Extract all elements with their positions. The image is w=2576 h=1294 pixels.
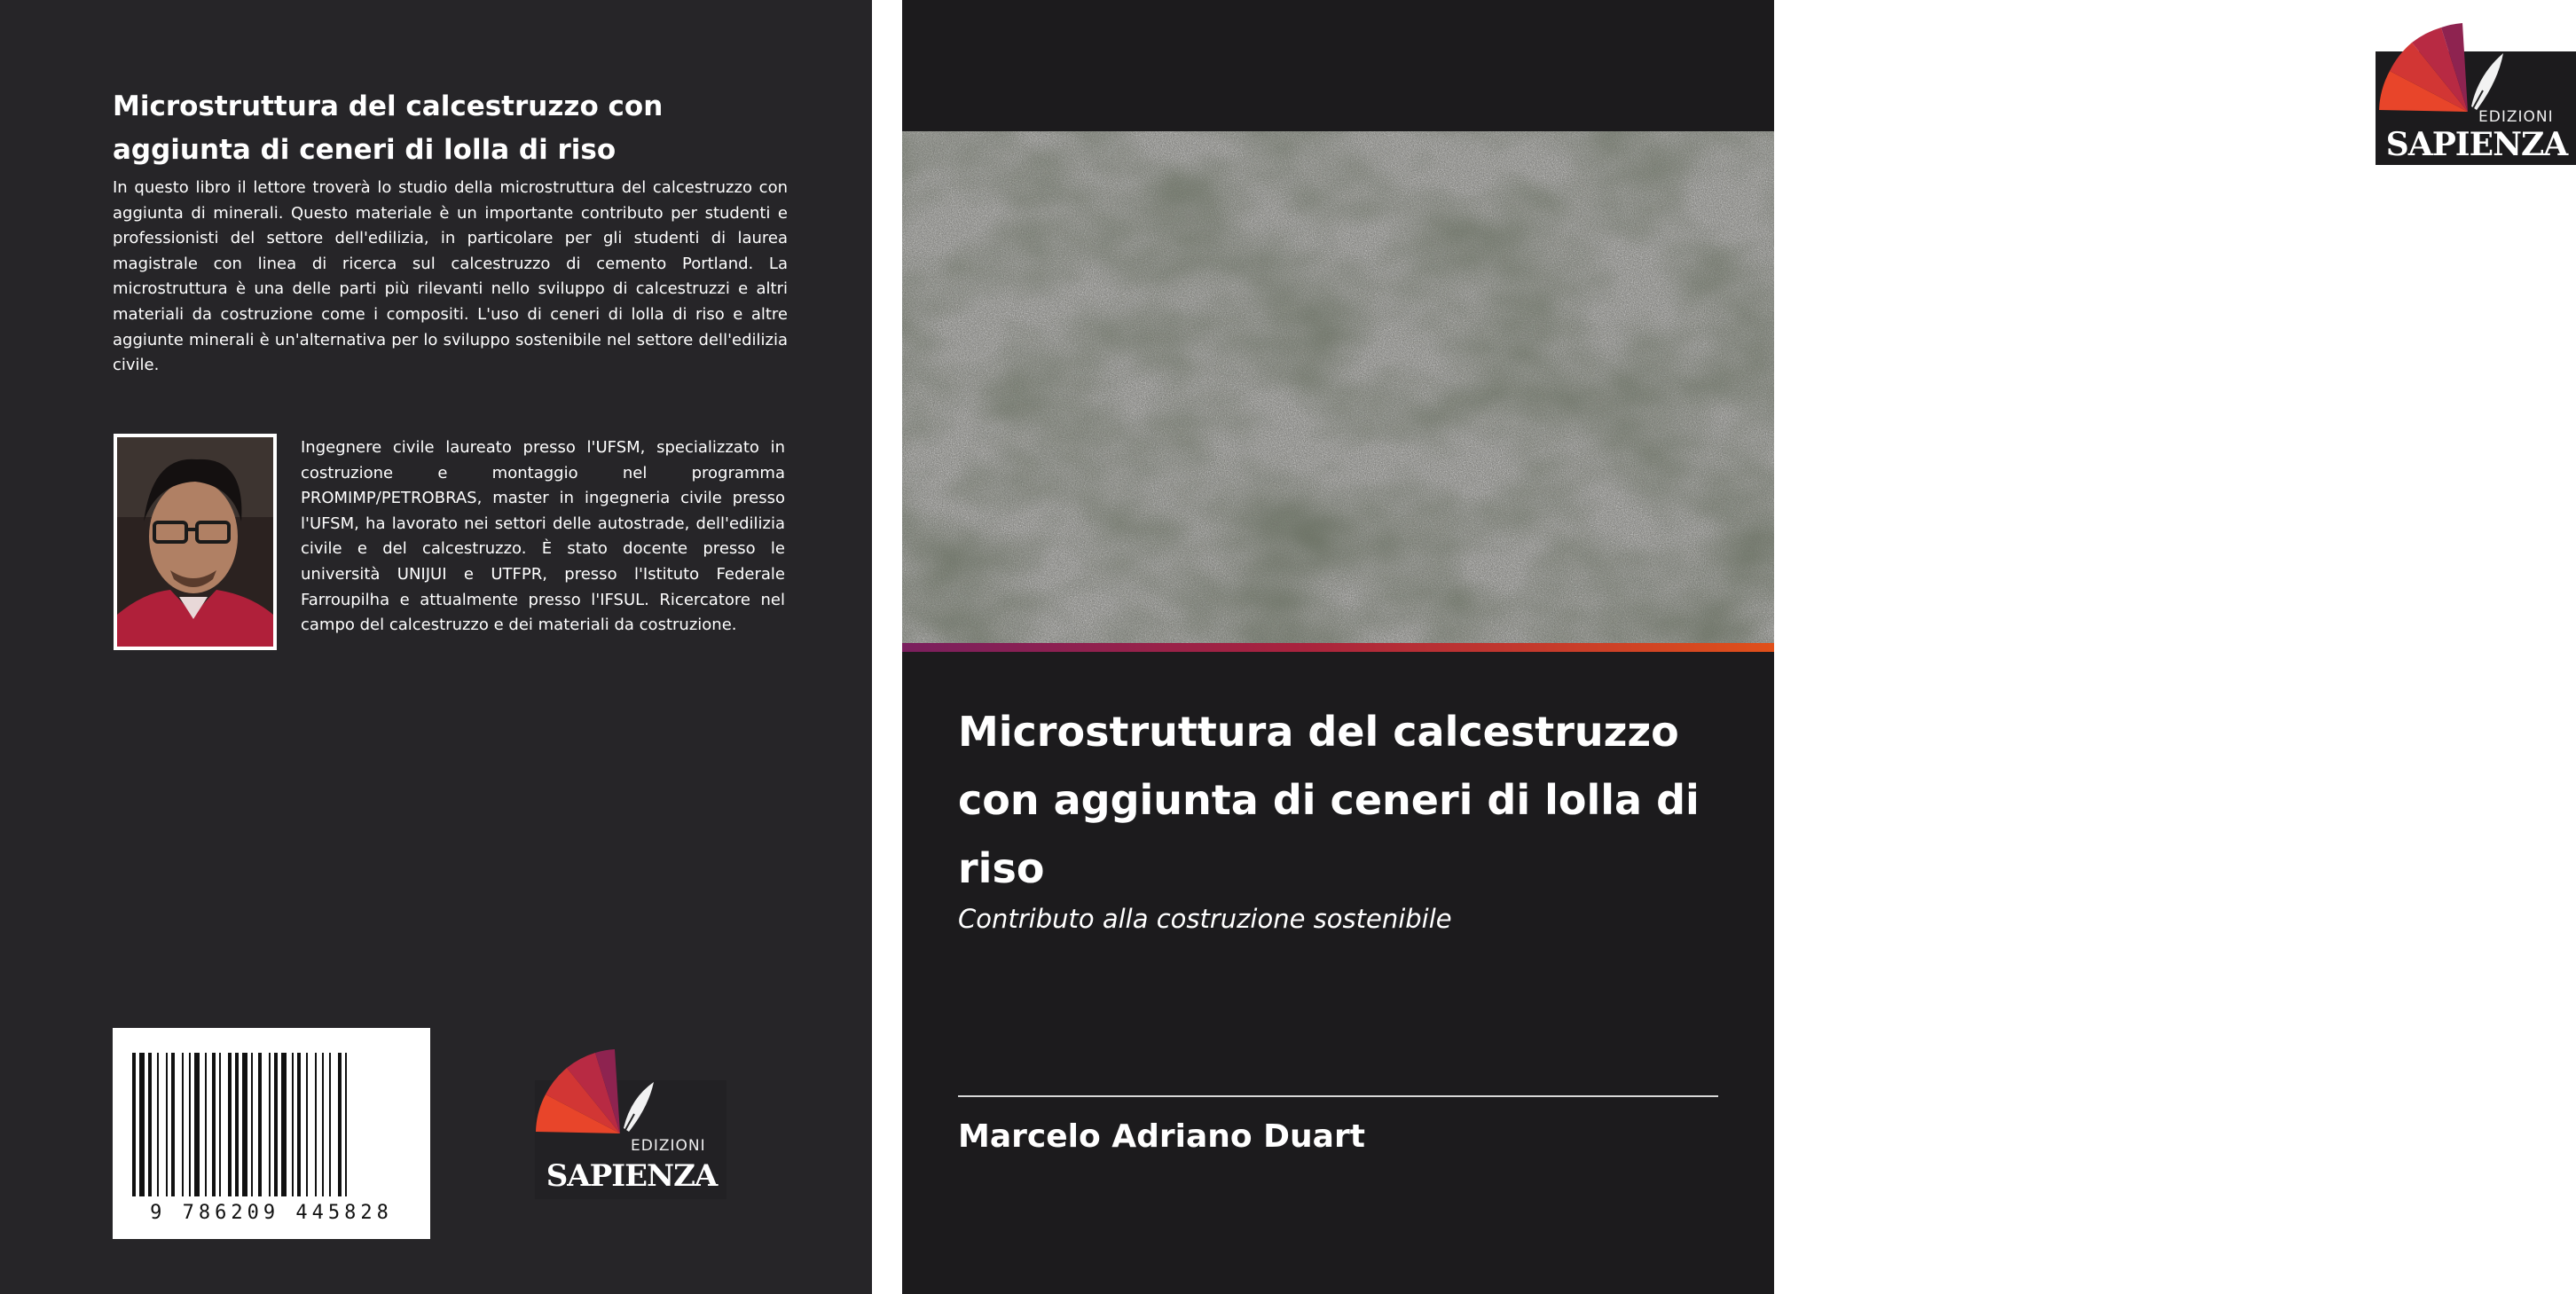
barcode-bar (182, 1053, 184, 1196)
barcode-bar (219, 1053, 221, 1196)
barcode-bar (166, 1053, 168, 1196)
book-spine (872, 0, 902, 1294)
barcode-bar (269, 1053, 271, 1196)
publisher-name-small: EDIZIONI (631, 1137, 706, 1155)
barcode-bar (194, 1053, 200, 1196)
barcode-bar (292, 1053, 294, 1196)
author-name: Marcelo Adriano Duart (958, 1118, 1365, 1155)
barcode-bar (322, 1053, 324, 1196)
barcode-bar (205, 1053, 207, 1196)
barcode-bar (228, 1053, 232, 1196)
barcode-bar (338, 1053, 342, 1196)
back-cover (0, 0, 872, 1294)
barcode-bar (235, 1053, 239, 1196)
concrete-texture-graphic (902, 131, 1774, 643)
barcode-bar (345, 1053, 347, 1196)
author-bio: Ingegnere civile laureato presso l'UFSM, specializzato in costruzione e montaggio nel programma PROMIMP/PETROBRAS, master in ingegneria civile presso l'UFSM, ha lavorato nei settori delle autostrade, dell'edilizia civile e del calcestruzzo. È stato docente presso le università UNIJUI e UTFPR, presso l'Istituto Federale Farroupilha e attualmente presso l'IFSUL. Ricercatore nel campo del calcestruzzo e dei materiali da costruzione. (301, 438, 785, 635)
publisher-name-large: SAPIENZA (2385, 126, 2568, 163)
isbn-barcode (113, 1028, 430, 1239)
barcode-bar (306, 1053, 308, 1196)
barcode-bar (251, 1053, 253, 1196)
publisher-logo-back (535, 1080, 726, 1199)
concrete-texture-image (902, 131, 1774, 643)
barcode-bar (157, 1053, 159, 1196)
back-cover-title: Microstruttura del calcestruzzo con aggiunta di ceneri di lolla di riso (113, 90, 664, 166)
accent-stripe (902, 643, 1774, 652)
author-portrait-image (117, 437, 273, 647)
publisher-name-small: EDIZIONI (2478, 108, 2554, 126)
front-cover-title: Microstruttura del calcestruzzo con aggiunta di ceneri di lolla di riso (958, 708, 1700, 892)
barcode-bar (242, 1053, 247, 1196)
author-photo (114, 434, 277, 650)
front-cover (902, 0, 2568, 1294)
publisher-name-large: SAPIENZA (546, 1158, 718, 1194)
barcode-bar (148, 1053, 152, 1196)
barcode-bar (297, 1053, 301, 1196)
barcode-bar (315, 1053, 317, 1196)
barcode-bar (139, 1053, 145, 1196)
barcode-bar (171, 1053, 175, 1196)
barcode-bar (258, 1053, 262, 1196)
front-cover-subtitle: Contributo alla costruzione sostenibile (958, 904, 1452, 934)
barcode-bar (189, 1053, 191, 1196)
barcode-bar (274, 1053, 278, 1196)
book-blurb: In questo libro il lettore troverà lo studio della microstruttura del calcestruzzo con aggiunta di minerali. Questo materiale è un importante contributo per studenti e professionisti del settore dell'edilizia, in particolare per gli studenti di laurea magistrale con linea di ricerca sul calcestruzzo di cemento Portland. La microstruttura è una delle parti più rilevanti nello sviluppo di calcestruzzi e altri materiali da costruzione come i compositi. L'uso di ceneri di lolla di riso e altre aggiunte minerali è un'alternativa per lo sviluppo sostenibile nel settore dell'edilizia civile. (113, 178, 788, 375)
barcode-bar (329, 1053, 331, 1196)
isbn-digits: 9 786209 445828 (150, 1202, 393, 1224)
barcode-bar (132, 1053, 136, 1196)
publisher-logo-front (2376, 51, 2576, 165)
title-divider (958, 1095, 1718, 1097)
barcode-bar (281, 1053, 287, 1196)
barcode-bar (212, 1053, 216, 1196)
